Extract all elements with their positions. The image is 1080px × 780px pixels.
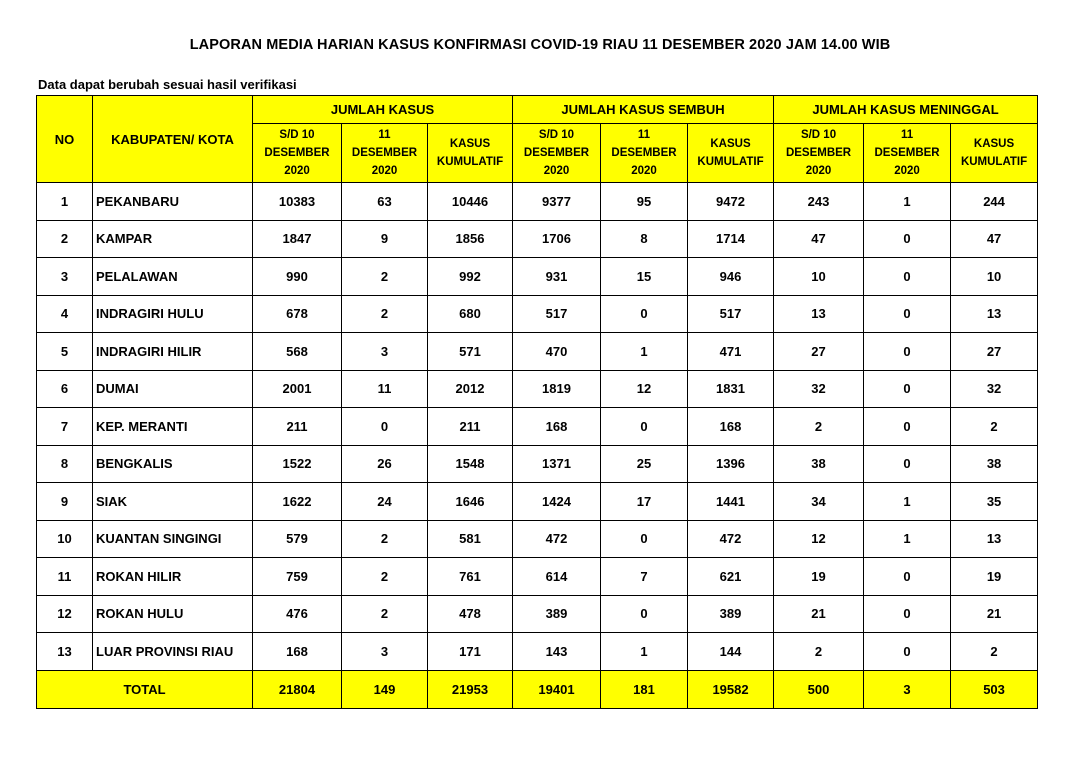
subheader-kum xyxy=(688,124,774,183)
subheader-day xyxy=(601,124,688,183)
subheader-line: 11 xyxy=(378,129,391,141)
subheader-line: DESEMBER xyxy=(523,147,590,159)
row-kabupaten-name: KUANTAN SINGINGI xyxy=(93,520,253,558)
subheader-line: KASUS xyxy=(973,138,1015,150)
table-row xyxy=(37,445,1038,483)
row-value: 0 xyxy=(864,333,951,371)
row-value: 95 xyxy=(601,183,688,221)
row-value: 761 xyxy=(428,558,513,596)
row-value: 7 xyxy=(601,558,688,596)
row-value: 21 xyxy=(774,595,864,633)
row-value: 680 xyxy=(428,295,513,333)
row-value: 168 xyxy=(688,408,774,446)
row-value: 243 xyxy=(774,183,864,221)
subheader-line: 11 xyxy=(900,129,914,141)
row-value: 168 xyxy=(253,633,342,671)
row-value: 1371 xyxy=(513,445,601,483)
row-value: 19 xyxy=(774,558,864,596)
row-value: 2 xyxy=(342,258,428,296)
row-number: 10 xyxy=(37,520,93,558)
row-value: 476 xyxy=(253,595,342,633)
row-value: 1548 xyxy=(428,445,513,483)
row-value: 2 xyxy=(951,408,1038,446)
total-value: 181 xyxy=(601,670,688,708)
row-value: 1831 xyxy=(688,370,774,408)
total-value: 500 xyxy=(774,670,864,708)
row-value: 12 xyxy=(774,520,864,558)
row-kabupaten-name: KEP. MERANTI xyxy=(93,408,253,446)
row-value: 470 xyxy=(513,333,601,371)
row-value: 32 xyxy=(774,370,864,408)
row-kabupaten-name: ROKAN HULU xyxy=(93,595,253,633)
row-value: 1 xyxy=(601,633,688,671)
row-kabupaten-name: INDRAGIRI HILIR xyxy=(93,333,253,371)
subheader-line: 2020 xyxy=(805,165,832,177)
row-value: 389 xyxy=(513,595,601,633)
table-row xyxy=(37,258,1038,296)
row-value: 571 xyxy=(428,333,513,371)
row-value: 9 xyxy=(342,220,428,258)
row-value: 24 xyxy=(342,483,428,521)
row-value: 579 xyxy=(253,520,342,558)
subheader-line: 2020 xyxy=(371,165,398,177)
subheader-line: DESEMBER xyxy=(264,147,330,159)
row-value: 1522 xyxy=(253,445,342,483)
row-value: 26 xyxy=(342,445,428,483)
subheader-line: 2020 xyxy=(284,165,310,177)
row-value: 13 xyxy=(951,520,1038,558)
row-number: 13 xyxy=(37,633,93,671)
row-kabupaten-name: DUMAI xyxy=(93,370,253,408)
row-kabupaten-name: SIAK xyxy=(93,483,253,521)
row-value: 10 xyxy=(951,258,1038,296)
row-number: 11 xyxy=(37,558,93,596)
header-jumlah-kasus: JUMLAH KASUS xyxy=(253,96,513,124)
table-row xyxy=(37,633,1038,671)
total-row xyxy=(37,670,1038,708)
subheader-line: S/D 10 xyxy=(800,129,837,141)
row-value: 13 xyxy=(774,295,864,333)
row-value: 1 xyxy=(864,183,951,221)
row-value: 568 xyxy=(253,333,342,371)
subheader-sd xyxy=(253,124,342,183)
row-number: 6 xyxy=(37,370,93,408)
subheader-line: S/D 10 xyxy=(538,129,575,141)
row-value: 34 xyxy=(774,483,864,521)
row-value: 144 xyxy=(688,633,774,671)
row-value: 0 xyxy=(864,633,951,671)
row-value: 10 xyxy=(774,258,864,296)
row-value: 38 xyxy=(951,445,1038,483)
row-number: 7 xyxy=(37,408,93,446)
row-value: 0 xyxy=(864,408,951,446)
subheader-line: KASUS xyxy=(449,138,491,150)
header-kabupaten: KABUPATEN/ KOTA xyxy=(93,96,253,183)
row-value: 472 xyxy=(688,520,774,558)
row-value: 389 xyxy=(688,595,774,633)
row-value: 992 xyxy=(428,258,513,296)
row-value: 1847 xyxy=(253,220,342,258)
row-value: 759 xyxy=(253,558,342,596)
table-row xyxy=(37,370,1038,408)
row-value: 517 xyxy=(513,295,601,333)
subheader-line: S/D 10 xyxy=(279,129,315,141)
row-value: 471 xyxy=(688,333,774,371)
row-value: 47 xyxy=(951,220,1038,258)
row-value: 12 xyxy=(601,370,688,408)
row-value: 0 xyxy=(601,520,688,558)
row-value: 0 xyxy=(864,445,951,483)
subheader-line: DESEMBER xyxy=(611,147,677,159)
row-value: 3 xyxy=(342,633,428,671)
row-value: 2 xyxy=(342,558,428,596)
row-value: 2 xyxy=(951,633,1038,671)
row-value: 1 xyxy=(864,520,951,558)
table-row xyxy=(37,483,1038,521)
row-value: 2 xyxy=(342,595,428,633)
row-number: 1 xyxy=(37,183,93,221)
row-value: 211 xyxy=(253,408,342,446)
row-number: 9 xyxy=(37,483,93,521)
row-value: 11 xyxy=(342,370,428,408)
row-value: 1424 xyxy=(513,483,601,521)
subheader-day xyxy=(342,124,428,183)
row-value: 0 xyxy=(864,258,951,296)
row-value: 0 xyxy=(601,295,688,333)
row-number: 4 xyxy=(37,295,93,333)
row-kabupaten-name: LUAR PROVINSI RIAU xyxy=(93,633,253,671)
row-value: 47 xyxy=(774,220,864,258)
row-kabupaten-name: BENGKALIS xyxy=(93,445,253,483)
table-row xyxy=(37,408,1038,446)
header-group-row xyxy=(37,96,1038,124)
row-value: 0 xyxy=(864,370,951,408)
row-value: 1706 xyxy=(513,220,601,258)
total-value: 21804 xyxy=(253,670,342,708)
header-jumlah-meninggal: JUMLAH KASUS MENINGGAL xyxy=(774,96,1038,124)
subheader-line: DESEMBER xyxy=(785,147,852,159)
row-kabupaten-name: KAMPAR xyxy=(93,220,253,258)
subheader-line: 2020 xyxy=(894,165,920,177)
row-value: 1819 xyxy=(513,370,601,408)
row-value: 614 xyxy=(513,558,601,596)
row-value: 1396 xyxy=(688,445,774,483)
row-value: 10446 xyxy=(428,183,513,221)
row-value: 990 xyxy=(253,258,342,296)
row-kabupaten-name: PELALAWAN xyxy=(93,258,253,296)
subheader-line: DESEMBER xyxy=(874,147,940,159)
row-value: 0 xyxy=(864,220,951,258)
subheader-sd xyxy=(513,124,601,183)
row-value: 21 xyxy=(951,595,1038,633)
subheader-line: KUMULATIF xyxy=(697,156,764,168)
row-value: 143 xyxy=(513,633,601,671)
table-row xyxy=(37,595,1038,633)
subheader-line: 2020 xyxy=(543,165,570,177)
row-value: 10383 xyxy=(253,183,342,221)
row-value: 32 xyxy=(951,370,1038,408)
row-value: 9377 xyxy=(513,183,601,221)
row-value: 1 xyxy=(864,483,951,521)
row-value: 621 xyxy=(688,558,774,596)
row-value: 1646 xyxy=(428,483,513,521)
row-value: 244 xyxy=(951,183,1038,221)
row-value: 0 xyxy=(342,408,428,446)
row-value: 9472 xyxy=(688,183,774,221)
row-value: 0 xyxy=(601,408,688,446)
row-value: 0 xyxy=(864,595,951,633)
row-value: 3 xyxy=(342,333,428,371)
header-jumlah-sembuh: JUMLAH KASUS SEMBUH xyxy=(513,96,774,124)
subheader-line: KUMULATIF xyxy=(960,156,1028,168)
row-value: 25 xyxy=(601,445,688,483)
row-value: 2001 xyxy=(253,370,342,408)
total-value: 19401 xyxy=(513,670,601,708)
row-value: 171 xyxy=(428,633,513,671)
subheader-day xyxy=(864,124,951,183)
row-value: 931 xyxy=(513,258,601,296)
row-value: 517 xyxy=(688,295,774,333)
row-value: 211 xyxy=(428,408,513,446)
row-value: 0 xyxy=(864,558,951,596)
total-value: 19582 xyxy=(688,670,774,708)
row-value: 1622 xyxy=(253,483,342,521)
row-value: 2 xyxy=(342,295,428,333)
row-value: 581 xyxy=(428,520,513,558)
subheader-line: DESEMBER xyxy=(351,147,418,159)
row-number: 3 xyxy=(37,258,93,296)
row-value: 1856 xyxy=(428,220,513,258)
row-kabupaten-name: INDRAGIRI HULU xyxy=(93,295,253,333)
row-value: 472 xyxy=(513,520,601,558)
total-value: 149 xyxy=(342,670,428,708)
row-value: 2 xyxy=(774,408,864,446)
row-value: 35 xyxy=(951,483,1038,521)
row-number: 5 xyxy=(37,333,93,371)
table-row xyxy=(37,295,1038,333)
total-value: 503 xyxy=(951,670,1038,708)
row-value: 678 xyxy=(253,295,342,333)
row-value: 63 xyxy=(342,183,428,221)
row-number: 8 xyxy=(37,445,93,483)
row-value: 17 xyxy=(601,483,688,521)
subheader-sd xyxy=(774,124,864,183)
verification-note: Data dapat berubah sesuai hasil verifikasi xyxy=(38,77,297,92)
total-label: TOTAL xyxy=(37,670,253,708)
row-value: 0 xyxy=(864,295,951,333)
subheader-line: 11 xyxy=(637,129,651,141)
row-value: 2 xyxy=(774,633,864,671)
total-value: 21953 xyxy=(428,670,513,708)
row-value: 168 xyxy=(513,408,601,446)
row-value: 27 xyxy=(951,333,1038,371)
row-value: 946 xyxy=(688,258,774,296)
subheader-line: 2020 xyxy=(631,165,657,177)
table-row xyxy=(37,183,1038,221)
row-value: 0 xyxy=(601,595,688,633)
row-kabupaten-name: PEKANBARU xyxy=(93,183,253,221)
row-value: 2 xyxy=(342,520,428,558)
header-no: NO xyxy=(37,96,93,183)
subheader-line: KUMULATIF xyxy=(436,156,504,168)
table-row xyxy=(37,333,1038,371)
subheader-kum xyxy=(951,124,1038,183)
table-row xyxy=(37,558,1038,596)
report-title: LAPORAN MEDIA HARIAN KASUS KONFIRMASI COVID-19 RIAU 11 DESEMBER 2020 JAM 14.00 WIB xyxy=(189,37,891,53)
row-value: 38 xyxy=(774,445,864,483)
row-kabupaten-name: ROKAN HILIR xyxy=(93,558,253,596)
subheader-kum xyxy=(428,124,513,183)
table-body xyxy=(37,183,1038,709)
row-value: 478 xyxy=(428,595,513,633)
row-value: 27 xyxy=(774,333,864,371)
row-value: 13 xyxy=(951,295,1038,333)
row-number: 2 xyxy=(37,220,93,258)
row-value: 2012 xyxy=(428,370,513,408)
covid-report-table xyxy=(36,95,1038,709)
table-row xyxy=(37,220,1038,258)
subheader-line: KASUS xyxy=(710,138,751,150)
row-value: 1 xyxy=(601,333,688,371)
row-number: 12 xyxy=(37,595,93,633)
row-value: 15 xyxy=(601,258,688,296)
row-value: 19 xyxy=(951,558,1038,596)
row-value: 1714 xyxy=(688,220,774,258)
row-value: 1441 xyxy=(688,483,774,521)
total-value: 3 xyxy=(864,670,951,708)
table-row xyxy=(37,520,1038,558)
row-value: 8 xyxy=(601,220,688,258)
